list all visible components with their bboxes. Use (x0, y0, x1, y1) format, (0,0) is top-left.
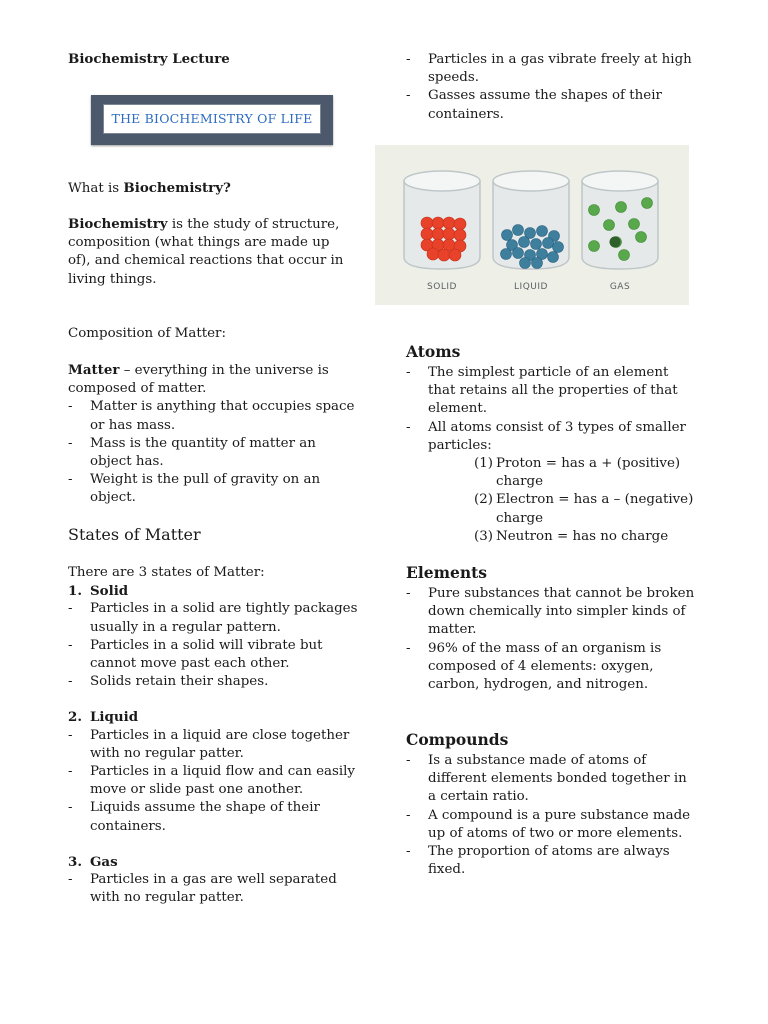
list-item: - Particles in a gas vibrate freely at high speeds. (406, 51, 696, 87)
list-item: - Solids retain their shapes. (68, 673, 358, 691)
list-item: - All atoms consist of 3 types of smaller particles: (406, 419, 698, 455)
matter-definition-text: – everything in the universe is composed of matter. (68, 363, 329, 397)
gas-continued (406, 51, 696, 124)
title-banner (91, 95, 333, 145)
list-item: - 96% of the mass of an organism is composed of 4 elements: oxygen, carbon, hydrogen, and nitrogen. (406, 640, 696, 695)
question-text: What is (68, 181, 124, 196)
elements-heading: Elements (406, 563, 487, 582)
states-intro: There are 3 states of Matter: (68, 565, 265, 580)
list-item: - The simplest particle of an element that retains all the properties of that element. (406, 364, 698, 419)
states-section (68, 564, 358, 907)
list-item: - Particles in a solid will vibrate but cannot move past each other. (68, 637, 358, 673)
banner-text: THE BIOCHEMISTRY OF LIFE (103, 104, 321, 134)
compounds-section (406, 752, 698, 879)
list-item: - The proportion of atoms are always fixed. (406, 843, 698, 879)
gas-heading: 3. Gas (68, 853, 118, 870)
list-item: - Particles in a liquid flow and can easily move or slide past one another. (68, 763, 358, 799)
sub-list-item: (3) Neutron = has no charge (474, 528, 669, 544)
states-of-matter-figure (375, 145, 689, 305)
list-item: - Gasses assume the shapes of their containers. (406, 87, 696, 123)
list-item: - Mass is the quantity of matter an object has. (68, 435, 358, 471)
list-item: - Matter is anything that occupies space or has mass. (68, 398, 358, 434)
compounds-heading: Compounds (406, 730, 509, 749)
solid-label: SOLID (427, 282, 457, 292)
list-item: - Particles in a liquid are close together with no regular patter. (68, 727, 358, 763)
gas-beaker (582, 171, 658, 269)
list-item: - Liquids assume the shape of their containers. (68, 799, 358, 835)
sub-list-item: (1) Proton = has a + (positive) charge (474, 456, 681, 490)
liquid-beaker (493, 171, 569, 269)
matter-term: Matter (68, 362, 120, 378)
matter-definition (68, 361, 358, 398)
document-title: Biochemistry Lecture (68, 51, 230, 67)
list-item: - Particles in a gas are well separated with no regular patter. (68, 871, 358, 907)
biochemistry-question (68, 179, 368, 198)
matter-heading: Composition of Matter: (68, 326, 226, 341)
sub-list-item: (2) Electron = has a – (negative) charge (474, 492, 694, 526)
solid-beaker (404, 171, 480, 269)
atoms-heading: Atoms (406, 342, 461, 361)
elements-section (406, 585, 696, 694)
matter-section (68, 361, 358, 508)
atoms-section (406, 364, 698, 546)
liquid-heading: 2. Liquid (68, 709, 139, 726)
list-item: - A compound is a pure substance made up of atoms of two or more elements. (406, 807, 698, 843)
definition-text: is the study of structure, composition (what things are made up of), and chemical reactions that occur in living things. (68, 217, 344, 287)
biochemistry-definition (68, 215, 350, 289)
list-item: - Is a substance made of atoms of different elements bonded together in a certain ratio. (406, 752, 698, 807)
liquid-label: LIQUID (514, 282, 548, 292)
solid-heading: 1. Solid (68, 583, 129, 600)
question-term: Biochemistry? (123, 180, 231, 196)
list-item: - Weight is the pull of gravity on an object. (68, 471, 358, 507)
states-heading: States of Matter (68, 525, 201, 544)
definition-term: Biochemistry (68, 216, 168, 232)
list-item: - Particles in a solid are tightly packages usually in a regular pattern. (68, 600, 358, 636)
gas-label: GAS (609, 282, 631, 292)
list-item: - Pure substances that cannot be broken down chemically into simpler kinds of matter. (406, 585, 696, 640)
